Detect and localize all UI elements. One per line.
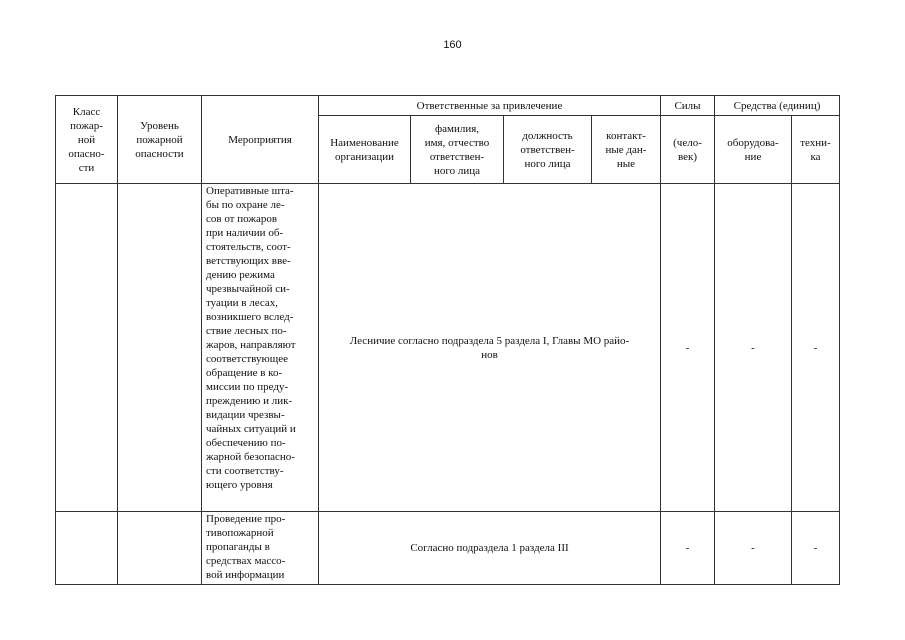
header-fio-line: ответствен- [429, 150, 485, 163]
header-kontakty [592, 116, 661, 184]
measure-line: тивопожарной [206, 527, 274, 539]
measure-line: преждению и лик- [206, 395, 293, 407]
measure-line: сти соответству- [206, 465, 284, 477]
header-fio-line: фамилия, [434, 122, 480, 135]
measure-line: вой информации [206, 569, 285, 581]
measure-line: возникшего вслед- [206, 311, 294, 323]
measure-line: жарной безопасно- [206, 451, 295, 463]
header-uroven-line: Уровень [140, 119, 179, 132]
measure-line: ствие лесных по- [206, 325, 287, 337]
responsible-line: Лесничие согласно подраздела 5 раздела I, Главы МО райо- [349, 334, 630, 347]
measure-line: обеспечению по- [206, 437, 286, 449]
measure-line: соответствующее [206, 353, 288, 365]
measure-line: стоятельств, соот- [206, 241, 291, 253]
header-klass-line: пожар- [70, 119, 103, 132]
equipment-cell: - [715, 184, 792, 512]
uroven-cell [118, 512, 202, 585]
measure-line: пропаганды в [206, 541, 270, 553]
header-kontakty-line: контакт- [606, 129, 646, 142]
header-klass-line: опасно- [68, 147, 105, 160]
equipment-cell: - [715, 512, 792, 585]
measure-line: бы по охране ле- [206, 199, 285, 211]
header-fio-line: имя, отчество [424, 136, 490, 149]
header-uroven-line: пожарной [136, 133, 183, 146]
header-oborudovanie [715, 116, 792, 184]
fire-danger-table [55, 95, 840, 585]
measure-line: ющего уровня [206, 479, 273, 491]
measure-line: жаров, направляют [206, 339, 296, 351]
header-kontakty-line: ные [616, 157, 636, 170]
header-dolzhnost-line: ного лица [524, 157, 571, 170]
header-uroven [118, 96, 202, 184]
header-naimenovanie-line: организации [334, 150, 395, 163]
header-fio [411, 116, 504, 184]
responsible-cell [319, 512, 661, 585]
header-chelovek [661, 116, 715, 184]
measure-line: Проведение про- [206, 513, 286, 525]
measure-line: средствах массо- [206, 555, 286, 567]
header-naimenovanie-line: Наименование [330, 136, 399, 149]
header-dolzhnost-line: ответствен- [520, 143, 575, 156]
header-fio-line: ного лица [433, 164, 481, 177]
vehicles-cell: - [792, 184, 840, 512]
header-chelovek-line: (чело- [673, 136, 702, 149]
measure-line: видации чрезвы- [206, 409, 285, 421]
table-row [56, 512, 840, 585]
header-klass-line: сти [78, 161, 95, 174]
header-naimenovanie [319, 116, 411, 184]
header-uroven-line: опасности [135, 147, 184, 160]
header-tekhnika-line: ка [810, 150, 821, 163]
vehicles-cell: - [792, 512, 840, 585]
header-oborudovanie-line: оборудова- [727, 136, 779, 149]
people-cell: - [661, 184, 715, 512]
people-cell: - [661, 512, 715, 585]
klass-cell [56, 184, 118, 512]
header-sily: Силы [661, 96, 715, 116]
responsible-line: нов [481, 348, 498, 361]
header-klass-line: Класс [72, 105, 101, 118]
responsible-cell [319, 184, 661, 512]
klass-cell [56, 512, 118, 585]
header-sredstva: Средства (единиц) [715, 96, 840, 116]
page-number: 160 [443, 39, 462, 51]
measure-line: дению режима [206, 269, 275, 281]
measure-line: чрезвычайной си- [206, 283, 290, 295]
measure-line: при наличии об- [206, 227, 284, 239]
header-tekhnika [792, 116, 840, 184]
header-otvetstvennye: Ответственные за привлечение [319, 96, 661, 116]
measure-line: обращение в ко- [206, 367, 283, 379]
measure-line: чайных ситуаций и [206, 423, 296, 435]
header-dolzhnost-line: должность [522, 129, 573, 142]
header-tekhnika-line: техни- [800, 136, 831, 149]
measure-line: ветствующих вве- [206, 255, 291, 267]
header-chelovek-line: век) [677, 150, 698, 163]
measure-cell [202, 184, 319, 512]
header-oborudovanie-line: ние [744, 150, 762, 163]
measure-line: миссии по преду- [206, 381, 289, 393]
uroven-cell [118, 184, 202, 512]
header-klass [56, 96, 118, 184]
table-row [56, 184, 840, 512]
measure-line: Оперативные шта- [206, 185, 294, 197]
header-klass-line: ной [77, 133, 96, 146]
responsible-line: Согласно подраздела 1 раздела III [410, 542, 569, 554]
measure-line: туации в лесах, [206, 297, 279, 309]
measure-cell [202, 512, 319, 585]
header-meropriyatiya: Мероприятия [202, 96, 319, 184]
header-dolzhnost [504, 116, 592, 184]
measure-line: сов от пожаров [206, 213, 278, 225]
header-kontakty-line: ные дан- [605, 143, 647, 156]
